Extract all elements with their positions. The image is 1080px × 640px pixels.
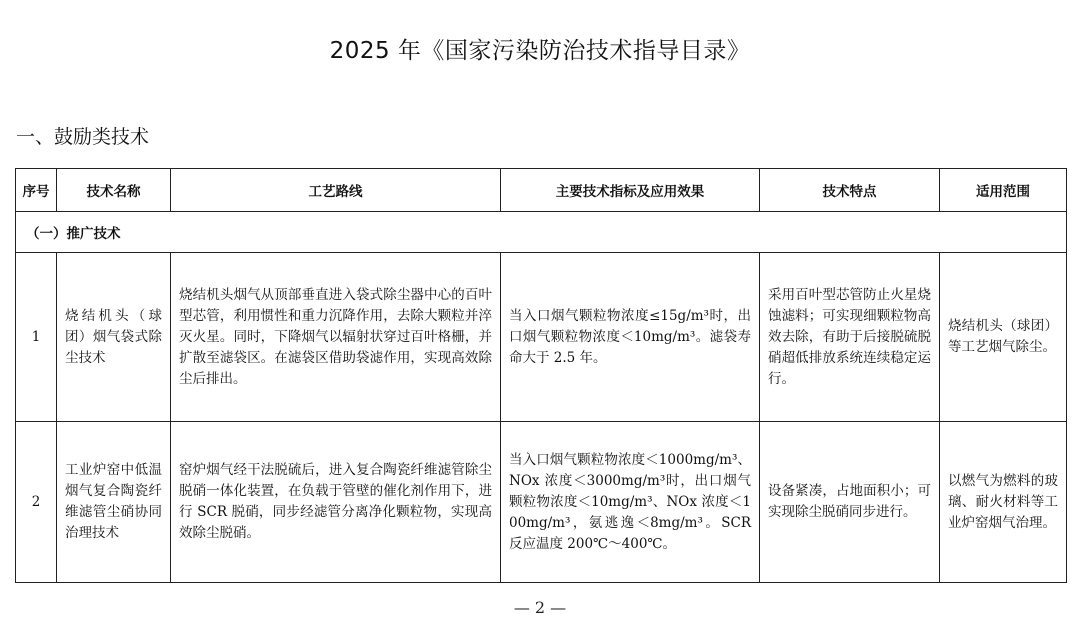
table-row [16, 422, 1067, 583]
table-header-row [16, 169, 1067, 212]
row-scope: 烧结机头（球团）等工艺烟气除尘。 [940, 253, 1067, 422]
document-title: 2025 年《国家污染防治技术指导目录》 [329, 38, 751, 64]
header-indicators: 主要技术指标及应用效果 [501, 169, 760, 212]
row-scope: 以燃气为燃料的玻璃、耐火材料等工业炉窑烟气治理。 [940, 422, 1067, 583]
table-row [16, 253, 1067, 422]
row-technology-name: 烧结机头（球团）烟气袋式除尘技术 [57, 253, 171, 422]
page-number: — 2 — [513, 598, 567, 617]
row-technology-name: 工业炉窑中低温烟气复合陶瓷纤维滤管尘硝协同治理技术 [57, 422, 171, 583]
row-features: 设备紧凑，占地面积小；可实现除尘脱硝同步进行。 [760, 422, 940, 583]
header-scope: 适用范围 [940, 169, 1067, 212]
header-features: 技术特点 [760, 169, 940, 212]
header-technology-name: 技术名称 [57, 169, 171, 212]
section-heading: 一、鼓励类技术 [16, 126, 150, 148]
row-serial-number: 1 [16, 253, 57, 422]
row-serial-number: 2 [16, 422, 57, 583]
technology-table [15, 168, 1067, 583]
header-process-route: 工艺路线 [171, 169, 501, 212]
row-process-route: 窑炉烟气经干法脱硫后，进入复合陶瓷纤维滤管除尘脱硝一体化装置，在负载于管壁的催化剂作用下，进行 SCR 脱硝，同步经滤管分离净化颗粒物，实现高效除尘脱硝。 [171, 422, 501, 583]
row-indicators: 当入口烟气颗粒物浓度＜1000mg/m³、NOx 浓度＜3000mg/m³时，出口烟气颗粒物浓度＜10mg/m³、NOx 浓度＜100mg/m³，氨逃逸＜8mg/m³。SCR 反应温度 200℃～400℃。 [501, 422, 760, 583]
table-group-row [16, 212, 1067, 253]
group-label: （一）推广技术 [16, 212, 1067, 253]
header-serial-number: 序号 [16, 169, 57, 212]
row-process-route: 烧结机头烟气从顶部垂直进入袋式除尘器中心的百叶型芯管，利用惯性和重力沉降作用，去除大颗粒并淬灭火星。同时，下降烟气以辐射状穿过百叶格栅，并扩散至滤袋区。在滤袋区借助袋滤作用，实现高效除尘后排出。 [171, 253, 501, 422]
row-indicators: 当入口烟气颗粒物浓度≤15g/m³时，出口烟气颗粒物浓度＜10mg/m³。滤袋寿命大于 2.5 年。 [501, 253, 760, 422]
row-features: 采用百叶型芯管防止火星烧蚀滤料；可实现细颗粒物高效去除，有助于后接脱硫脱硝超低排放系统连续稳定运行。 [760, 253, 940, 422]
